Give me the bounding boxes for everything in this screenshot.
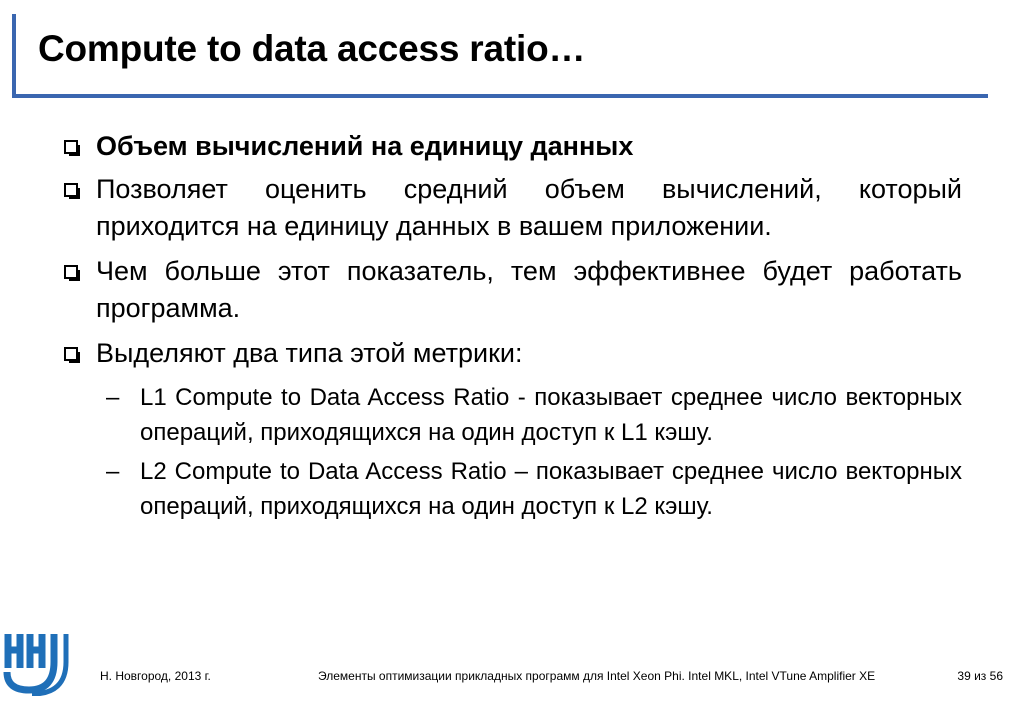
bullet-text: Чем больше этот показатель, тем эффективнее будет работать программа.: [96, 256, 962, 323]
bullet-item: [62, 335, 962, 372]
bullet-item: [62, 128, 962, 165]
bullet-text: Выделяют два типа этой метрики:: [96, 338, 523, 368]
slide-content: [62, 128, 962, 528]
checkbox-bullet-icon: [64, 183, 78, 197]
checkbox-bullet-icon: [64, 140, 78, 154]
bullet-text: Объем вычислений на единицу данных: [96, 131, 634, 161]
sub-bullet-item: [62, 380, 962, 450]
checkbox-bullet-icon: [64, 347, 78, 361]
sub-bullet-text: L1 Compute to Data Access Ratio - показывает среднее число векторных операций, приходящихся на один доступ к L1 кэшу.: [140, 384, 962, 446]
bullet-text: Позволяет оценить средний объем вычислений, который приходится на единицу данных в вашем приложении.: [96, 174, 962, 241]
university-logo: [2, 628, 84, 696]
sub-bullet-text: L2 Compute to Data Access Ratio – показывает среднее число векторных операций, приходящихся на один доступ к L2 кэшу.: [140, 458, 962, 520]
slide-title: Compute to data access ratio…: [38, 28, 586, 69]
bullet-item: [62, 171, 962, 245]
footer-course-title: Элементы оптимизации прикладных программ для Intel Xeon Phi. Intel MKL, Intel VTune Amplifier XE: [318, 669, 876, 683]
dash-bullet: –: [106, 384, 120, 411]
bullet-item: [62, 253, 962, 327]
dash-bullet: –: [106, 458, 120, 485]
checkbox-bullet-icon: [64, 265, 78, 279]
footer-location: Н. Новгород, 2013 г.: [100, 669, 211, 683]
sub-bullet-item: [62, 454, 962, 524]
footer-page-number: 39 из 56: [957, 669, 1003, 683]
